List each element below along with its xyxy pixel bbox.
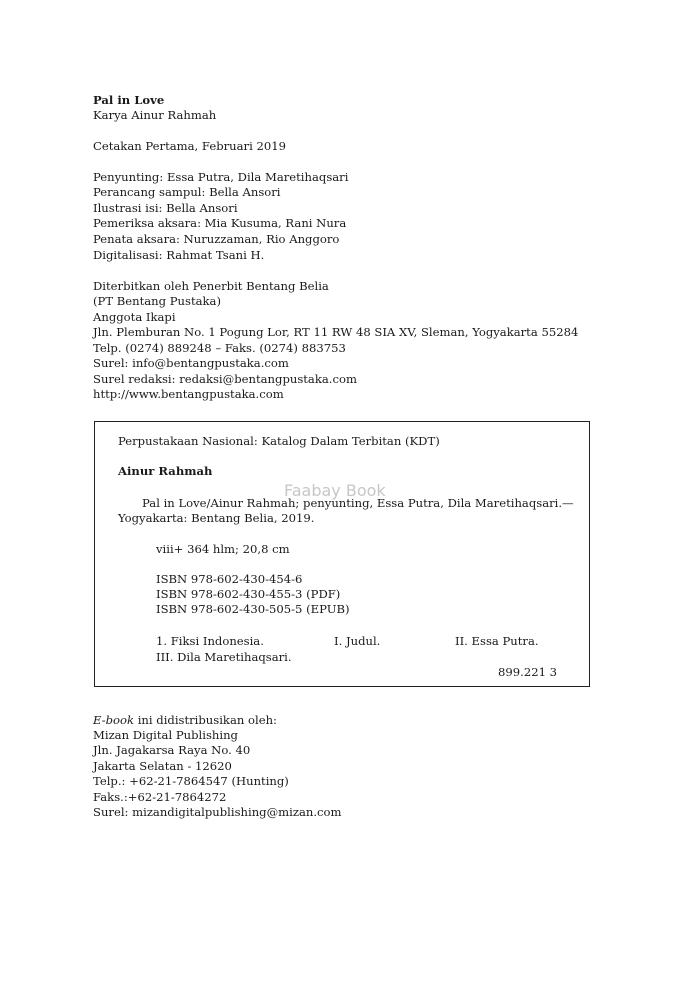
publisher-line: Anggota Ikapi <box>93 310 176 324</box>
distributor-email: Surel: mizandigitalpublishing@mizan.com <box>93 805 342 819</box>
publisher-email: Surel: info@bentangpustaka.com <box>93 356 289 370</box>
kdt-subject: II. Essa Putra. <box>455 634 539 648</box>
credit-line: Penata aksara: Nuruzzaman, Rio Anggoro <box>93 232 340 246</box>
kdt-isbn: ISBN 978-602-430-505-5 (EPUB) <box>156 602 350 616</box>
distributor-fax: Faks.:+62-21-7864272 <box>93 790 227 804</box>
credit-line: Pemeriksa aksara: Mia Kusuma, Rani Nura <box>93 216 347 230</box>
kdt-isbn: ISBN 978-602-430-455-3 (PDF) <box>156 587 341 601</box>
kdt-box <box>94 421 590 687</box>
publisher-line: (PT Bentang Pustaka) <box>93 294 221 308</box>
kdt-subject: 1. Fiksi Indonesia. <box>156 634 264 648</box>
publisher-editorial-email: Surel redaksi: redaksi@bentangpustaka.com <box>93 372 357 386</box>
kdt-description: Yogyakarta: Bentang Belia, 2019. <box>118 511 315 525</box>
credit-line: Penyunting: Essa Putra, Dila Maretihaqsari <box>93 170 349 184</box>
credit-line: Ilustrasi isi: Bella Ansori <box>93 201 238 215</box>
distribution-intro-text: ini didistribusikan oleh: <box>134 713 277 727</box>
edition-line: Cetakan Pertama, Februari 2019 <box>93 139 286 153</box>
distribution-intro <box>93 713 277 729</box>
ebook-word: E-book <box>93 713 135 727</box>
distributor-phone: Telp.: +62-21-7864547 (Hunting) <box>93 774 289 788</box>
publisher-address: Jln. Plemburan No. 1 Pogung Lor, RT 11 RW 48 SIA XV, Sleman, Yogyakarta 55284 <box>93 325 579 339</box>
kdt-subject: III. Dila Maretihaqsari. <box>156 650 292 664</box>
kdt-physical: viii+ 364 hlm; 20,8 cm <box>156 542 290 556</box>
kdt-header: Perpustakaan Nasional: Katalog Dalam Terbitan (KDT) <box>118 434 440 448</box>
credit-line: Digitalisasi: Rahmat Tsani H. <box>93 248 265 262</box>
kdt-description: Pal in Love/Ainur Rahmah; penyunting, Essa Putra, Dila Maretihaqsari.— <box>142 496 574 510</box>
publisher-website: http://www.bentangpustaka.com <box>93 387 284 401</box>
kdt-author: Ainur Rahmah <box>118 464 213 478</box>
author-line: Karya Ainur Rahmah <box>93 108 217 122</box>
publisher-line: Diterbitkan oleh Penerbit Bentang Belia <box>93 279 329 293</box>
book-title: Pal in Love <box>93 93 165 107</box>
kdt-isbn: ISBN 978-602-430-454-6 <box>156 572 303 586</box>
credit-line: Perancang sampul: Bella Ansori <box>93 185 281 199</box>
distributor-name: Mizan Digital Publishing <box>93 728 238 742</box>
distributor-city: Jakarta Selatan - 12620 <box>93 759 232 773</box>
watermark: Faabay Book <box>284 481 386 500</box>
publisher-phone: Telp. (0274) 889248 – Faks. (0274) 883753 <box>93 341 346 355</box>
distributor-address: Jln. Jagakarsa Raya No. 40 <box>93 743 251 757</box>
kdt-subject: I. Judul. <box>334 634 381 648</box>
kdt-classification: 899.221 3 <box>498 665 558 679</box>
